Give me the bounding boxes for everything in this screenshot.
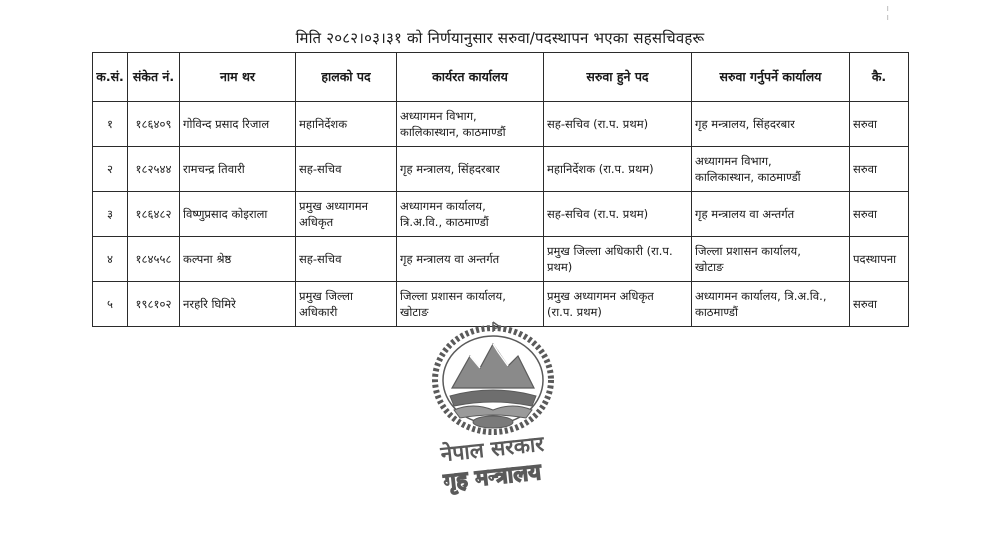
cell-line: सह-सचिव	[299, 252, 342, 266]
cell-serial: १	[93, 102, 128, 147]
cell-current-post	[296, 282, 397, 327]
cell-name: रामचन्द्र तिवारी	[180, 147, 296, 192]
cell-code: १८२५४४	[128, 147, 180, 192]
header-cell-new-post: सरुवा हुने पद	[544, 53, 692, 102]
header-cell-name: नाम थर	[180, 53, 296, 102]
cell-new-office	[692, 147, 850, 192]
table-row	[93, 192, 909, 237]
header-cell-code: संकेत नं.	[128, 53, 180, 102]
cell-new-office	[692, 192, 850, 237]
cell-new-post	[544, 147, 692, 192]
cell-line: जिल्ला प्रशासन कार्यालय,	[695, 244, 801, 258]
header-cell-current-post: हालको पद	[296, 53, 397, 102]
cell-line: प्रमुख अध्यागमन अधिकृत	[547, 289, 654, 303]
cell-remark: सरुवा	[850, 102, 909, 147]
table-row	[93, 102, 909, 147]
cell-line: महानिर्देशक (रा.प. प्रथम)	[547, 162, 654, 176]
cell-serial: ५	[93, 282, 128, 327]
cell-line: (रा.प. प्रथम)	[547, 305, 602, 319]
table-row	[93, 237, 909, 282]
cell-line: अध्यागमन कार्यालय, त्रि.अ.वि.,	[695, 289, 827, 303]
cell-current-post	[296, 237, 397, 282]
header-cell-serial: क.सं.	[93, 53, 128, 102]
table-header-row	[93, 53, 909, 102]
cell-new-office	[692, 102, 850, 147]
cell-line: महानिर्देशक	[299, 117, 348, 131]
cell-code: १८६४८२	[128, 192, 180, 237]
table-row	[93, 147, 909, 192]
seal-text-line1: नेपाल सरकार	[439, 431, 545, 467]
cell-line: खोटाङ	[400, 305, 429, 319]
cell-line: काठमाण्डौं	[695, 305, 738, 319]
cell-current-office	[397, 237, 544, 282]
cell-line: प्रमुख जिल्ला	[299, 289, 353, 303]
cell-serial: ३	[93, 192, 128, 237]
header-cell-new-office: सरुवा गर्नुपर्ने कार्यालय	[692, 53, 850, 102]
cell-serial: ४	[93, 237, 128, 282]
cell-serial: २	[93, 147, 128, 192]
cell-line: गृह मन्त्रालय, सिंहदरबार	[400, 162, 500, 176]
cell-name: विष्णुप्रसाद कोइराला	[180, 192, 296, 237]
header-cell-remark: कै.	[850, 53, 909, 102]
scan-mark	[886, 6, 890, 22]
cell-line: कालिकास्थान, काठमाण्डौं	[400, 125, 506, 139]
cell-remark: पदस्थापना	[850, 237, 909, 282]
cell-remark: सरुवा	[850, 192, 909, 237]
cell-line: कालिकास्थान, काठमाण्डौं	[695, 170, 801, 184]
cell-line: अध्यागमन कार्यालय,	[400, 199, 486, 213]
cell-current-post	[296, 147, 397, 192]
cell-current-office	[397, 102, 544, 147]
cell-name: गोविन्द प्रसाद रिजाल	[180, 102, 296, 147]
cell-code: १८४५५८	[128, 237, 180, 282]
cell-line: गृह मन्त्रालय वा अन्तर्गत	[400, 252, 500, 266]
cell-line: अधिकृत	[299, 215, 334, 229]
cell-line: अध्यागमन विभाग,	[695, 154, 772, 168]
seal-text-line2: गृह मन्त्रालय	[442, 460, 543, 496]
cell-line: गृह मन्त्रालय, सिंहदरबार	[695, 117, 795, 131]
cell-current-office	[397, 147, 544, 192]
cell-line: खोटाङ	[695, 260, 724, 274]
cell-current-office	[397, 192, 544, 237]
cell-line: त्रि.अ.वि., काठमाण्डौं	[400, 215, 489, 229]
cell-line: अध्यागमन विभाग,	[400, 109, 477, 123]
cell-remark: सरुवा	[850, 147, 909, 192]
cell-line: गृह मन्त्रालय वा अन्तर्गत	[695, 207, 795, 221]
cell-line: अधिकारी	[299, 305, 338, 319]
cell-line: सह-सचिव (रा.प. प्रथम)	[547, 117, 649, 131]
cell-name: नरहरि घिमिरे	[180, 282, 296, 327]
cell-new-office	[692, 237, 850, 282]
cell-new-post	[544, 102, 692, 147]
seal-emblem	[435, 322, 551, 432]
cell-line: जिल्ला प्रशासन कार्यालय,	[400, 289, 506, 303]
cell-current-post	[296, 102, 397, 147]
cell-line: प्रमुख जिल्ला अधिकारी (रा.प.	[547, 244, 673, 258]
cell-line: सह-सचिव (रा.प. प्रथम)	[547, 207, 649, 221]
cell-new-post	[544, 192, 692, 237]
government-seal	[418, 318, 568, 503]
cell-name: कल्पना श्रेष्ठ	[180, 237, 296, 282]
cell-new-office	[692, 282, 850, 327]
header-cell-current-office: कार्यरत कार्यालय	[397, 53, 544, 102]
cell-code: १८६४०९	[128, 102, 180, 147]
cell-remark: सरुवा	[850, 282, 909, 327]
cell-code: १९८१०२	[128, 282, 180, 327]
cell-new-post	[544, 237, 692, 282]
cell-line: सह-सचिव	[299, 162, 342, 176]
cell-line: प्रथम)	[547, 260, 573, 274]
transfer-table	[92, 52, 909, 327]
document-title: मिति २०८२।०३।३१ को निर्णयानुसार सरुवा/पदस्थापन भएका सहसचिवहरू	[295, 29, 705, 47]
cell-current-post	[296, 192, 397, 237]
cell-line: प्रमुख अध्यागमन	[299, 199, 368, 213]
